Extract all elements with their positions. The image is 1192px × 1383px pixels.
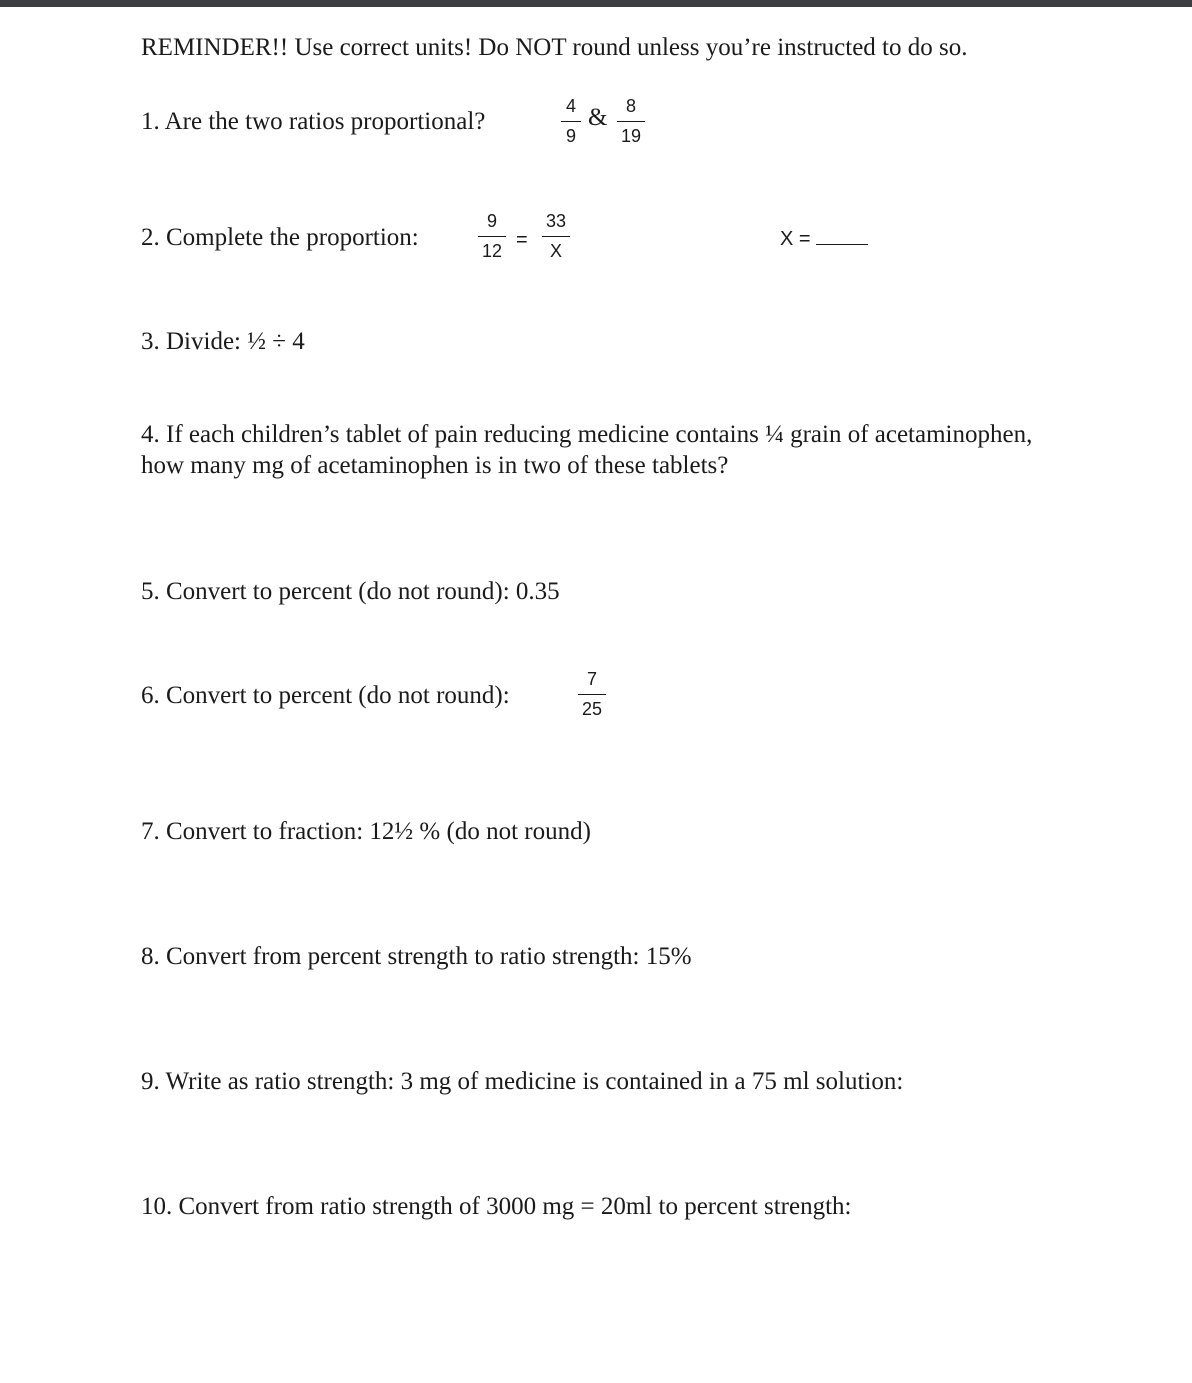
fraction-bar [478,236,506,237]
question-5-text: 5. Convert to percent (do not round): 0.35 [141,578,560,605]
q1-fraction-b-denominator: 19 [620,126,642,146]
fraction-bar [578,694,606,695]
q2-answer [780,226,868,251]
q6-fraction-denominator: 25 [581,699,603,719]
question-10-text: 10. Convert from ratio strength of 3000 mg = 20ml to percent strength: [141,1193,852,1220]
q1-ampersand: & [588,104,608,131]
fraction-bar [542,236,570,237]
q1-fraction-a [561,96,581,146]
question-8-text: 8. Convert from percent strength to ratio strength: 15% [141,943,692,970]
question-4-line-1: 4. If each children’s tablet of pain reducing medicine contains ¼ grain of acetaminophen, [141,421,1033,448]
q6-fraction-numerator: 7 [586,669,597,689]
q2-fraction-b-denominator: X [549,241,562,261]
top-window-border [0,0,1192,7]
q2-answer-label: X = [780,228,811,250]
question-3-text: 3. Divide: ½ ÷ 4 [141,328,305,355]
fraction-bar [561,121,581,122]
q1-fraction-b [617,96,645,146]
reminder-text: REMINDER!! Use correct units! Do NOT round unless you’re instructed to do so. [141,34,968,61]
q1-fraction-b-numerator: 8 [625,96,636,116]
q6-fraction [578,669,606,719]
question-4-line-2: how many mg of acetaminophen is in two of these tablets? [141,452,729,479]
q2-answer-blank[interactable] [816,226,868,245]
question-7-text: 7. Convert to fraction: 12½ % (do not round) [141,818,591,845]
q2-fraction-b-numerator: 33 [545,211,567,231]
q2-fraction-b [542,211,570,261]
q2-fraction-a [478,211,506,261]
q2-equals-sign: = [516,229,528,251]
q1-fraction-a-denominator: 9 [565,126,576,146]
question-6-text: 6. Convert to percent (do not round): [141,682,510,709]
q2-fraction-a-numerator: 9 [486,211,497,231]
q1-fraction-a-numerator: 4 [565,96,576,116]
q2-fraction-a-denominator: 12 [481,241,503,261]
question-1-text: 1. Are the two ratios proportional? [141,108,486,135]
question-9-text: 9. Write as ratio strength: 3 mg of medicine is contained in a 75 ml solution: [141,1068,904,1095]
question-2-text: 2. Complete the proportion: [141,224,419,251]
fraction-bar [617,121,645,122]
